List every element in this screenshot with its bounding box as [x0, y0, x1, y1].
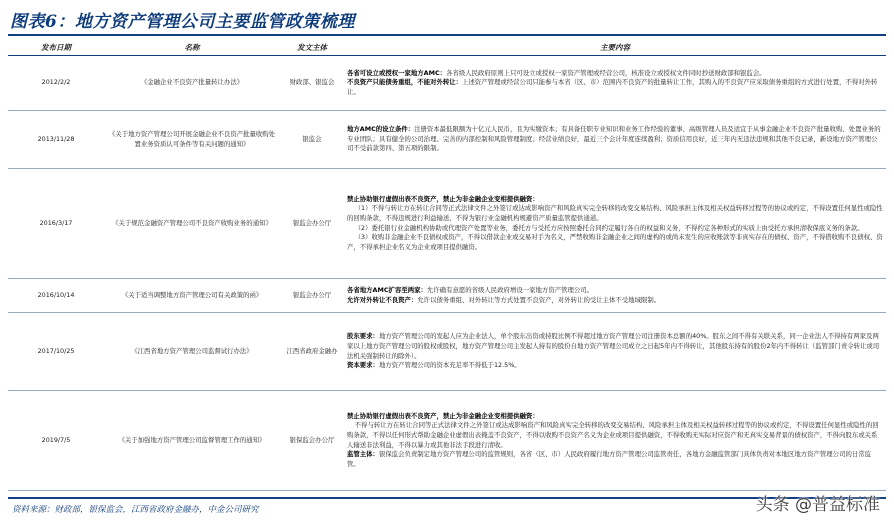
content-text: 允许以债务重组、对外转让等方式处置不良资产，对外转让的受让主体不受地域限制。 — [417, 295, 661, 304]
header-issuer: 发文主体 — [280, 40, 344, 56]
table-row — [8, 56, 886, 111]
content-paragraph — [347, 204, 883, 223]
cell-date: 2016/10/14 — [8, 279, 104, 313]
content-paragraph — [347, 421, 883, 450]
title-divider — [8, 34, 886, 36]
content-paragraph — [347, 296, 883, 306]
cell-issuer: 银保监会办公厅 — [280, 391, 344, 491]
content-paragraph — [347, 69, 883, 79]
cell-issuer: 银监会办公厅 — [280, 169, 344, 279]
content-text: 不得与转让方在转让合同等正式法律文件之外签订或达成影响资产和风险真实完全转移的改变交易结构、风险承担主体及相关权益转移过程等的协议或约定，不得设置任何显性或隐性的回购条款，不得以任何形式帮助金融企业虚假出表掩盖不良资产，不得以收购不良资产名义为企业或项目提供融资，不得收购无实际对应资产和无真实交易背景的债权资产，不得向股东或关系人输送非法利益，不得以暴力或其他非法手段进行清收。 — [347, 421, 879, 449]
cell-name: 《关于地方资产管理公司开展金融企业不良资产批量收购处置业务资质认可条件等有关问题的通知》 — [104, 111, 280, 169]
content-text: （3）收购非金融企业不良债权或资产，不得以借款企业或交易对手为名义，严禁收购非金融企业之间的虚构的或尚未发生的应收账款等非真实存在的债权、资产，不得借收购不良债权、资产，不得承担企业名义为企业或项目提供融资。 — [347, 233, 883, 251]
cell-issuer: 财政部、银监会 — [280, 56, 344, 111]
cell-issuer: 银监会 — [280, 111, 344, 169]
watermark: 头条 @普益标准 — [755, 495, 880, 515]
cell-content — [344, 279, 886, 313]
content-text: 各省级人民政府原则上只可设立或授权一家资产管理或经营公司，核准设立或授权文件同时抄送财政部和银监会。 — [446, 68, 766, 77]
cell-date: 2013/11/28 — [8, 111, 104, 169]
content-paragraph — [347, 195, 883, 205]
cell-date: 2012/2/2 — [8, 56, 104, 111]
source-note: 资料来源：财政部，银保监会，江西省政府金融办，中金公司研究 — [12, 505, 259, 515]
cell-name: 《金融企业不良资产批量转让办法》 — [104, 56, 280, 111]
cell-name: 《关于加强地方资产管理公司监督管理工作的通知》 — [104, 391, 280, 491]
cell-date: 2019/7/5 — [8, 391, 104, 491]
content-lead: 各省地方AMC扩容至两家： — [347, 285, 427, 294]
content-text: （1）不得与转让方在转让合同等正式法律文件之外签订或达成影响资产和风险真实完全转移的改变交易结构、风险承担主体及相关权益转移过程等的协议或约定，不得设置任何显性或隐性的回购条款，不得违规进行利益输送，不得为银行业金融机构规避资产质量监管提供通道。 — [347, 204, 883, 222]
content-lead: 禁止协助银行虚假出表不良资产，禁止为非金融企业变相提供融资： — [347, 411, 539, 420]
content-paragraph — [347, 224, 883, 234]
content-text: 注册资本最低限额为十亿元人民币，且为实缴资本；有具备任职专业知识和业务工作经验的董事、高级管理人员及适宜于从事金融企业不良资产批量收购、处置业务的专业团队；具有健全的公司治理、完善的内部控制和风险管理制度；经营业绩良好，最近三个会计年度连续盈利；资质信用良好，近三年内无违法违规和其他不良记录，新设地方资产管理公司不受前款第四、第五项的限制。 — [347, 125, 881, 153]
cell-name: 《江西省地方资产管理公司监督试行办法》 — [104, 313, 280, 391]
table-row — [8, 279, 886, 313]
content-paragraph — [347, 332, 883, 361]
content-lead: 禁止协助银行虚假出表不良资产，禁止为非金融企业变相提供融资： — [347, 194, 539, 203]
cell-date: 2016/3/17 — [8, 169, 104, 279]
content-text: 允许确有意愿的省级人民政府增设一家地方资产管理公司。 — [426, 285, 594, 294]
content-text: 上述资产管理或经营公司只能参与本省（区、市）范围内不良资产的批量转让工作，其购入的不良资产应采取债务重组的方式进行处置，不得对外转让。 — [347, 78, 878, 96]
cell-content — [344, 391, 886, 491]
content-lead: 资本要求： — [347, 361, 379, 370]
cell-name: 《关于适当调整地方资产管理公司有关政策的函》 — [104, 279, 280, 313]
content-lead: 允许对外转让不良资产： — [347, 295, 418, 304]
cell-date: 2017/10/25 — [8, 313, 104, 391]
content-paragraph — [347, 125, 883, 154]
content-text: 地方资产管理公司的发起人应为企业法人，单个股东出资或持股比例不得超过地方资产管理公司注册资本总额的40%。股东之间不得有关联关系，同一企业法人不得持有两家及两家以上地方资产管理公司的股权或股权，地方资产管理公司主发起人持有的股份自地方资产管理公司成立之日起5年内不得转让，其他股东持有的股份2年内不得转让（监管部门责令转让或司法机关强制转让的除外）。 — [347, 332, 880, 360]
policy-table — [8, 40, 886, 491]
table-header-row — [8, 40, 886, 56]
table-row — [8, 391, 886, 491]
figure-title: 图表6：地方资产管理公司主要监管政策梳理 — [10, 12, 355, 32]
cell-content — [344, 313, 886, 391]
content-text: （2）委托银行业金融机构协助或代理资产处置等业务，委托方与受托方应按照委托合同约定履行各自的权益和义务，不得约定各种形式的实质上由受托方承担清收保底义务的条款。 — [354, 223, 864, 232]
content-lead: 监管主体： — [347, 450, 379, 459]
table-row — [8, 111, 886, 169]
content-lead: 股东要求： — [347, 332, 379, 341]
source-divider — [8, 497, 886, 499]
cell-content — [344, 111, 886, 169]
table-row — [8, 313, 886, 391]
table-row — [8, 169, 886, 279]
cell-issuer: 银监会办公厅 — [280, 279, 344, 313]
content-lead: 地方AMC的设立条件： — [347, 125, 415, 134]
content-paragraph — [347, 286, 883, 296]
content-text: 地方资产管理公司的资本充足率不得低于12.5%。 — [378, 361, 521, 370]
content-paragraph — [347, 361, 883, 371]
content-paragraph — [347, 233, 883, 252]
cell-content — [344, 169, 886, 279]
content-lead: 不良资产只能债务重组，不能对外转让： — [347, 78, 463, 87]
cell-name: 《关于规范金融资产管理公司不良资产收购业务的通知》 — [104, 169, 280, 279]
content-lead: 各省可设立或授权一家地方AMC： — [347, 68, 447, 77]
header-content: 主要内容 — [344, 40, 886, 56]
header-name: 名称 — [104, 40, 280, 56]
cell-content — [344, 56, 886, 111]
content-text: 银保监会负责制定地方资产管理公司的监管规则，各省（区、市）人民政府履行地方资产管理公司监管责任，各地方金融监管部门具体负责对本地区地方资产管理公司的日常监管。 — [347, 450, 872, 468]
content-paragraph — [347, 78, 883, 97]
header-date: 发布日期 — [8, 40, 104, 56]
content-paragraph — [347, 412, 883, 422]
content-paragraph — [347, 450, 883, 469]
cell-issuer: 江西省政府金融办 — [280, 313, 344, 391]
